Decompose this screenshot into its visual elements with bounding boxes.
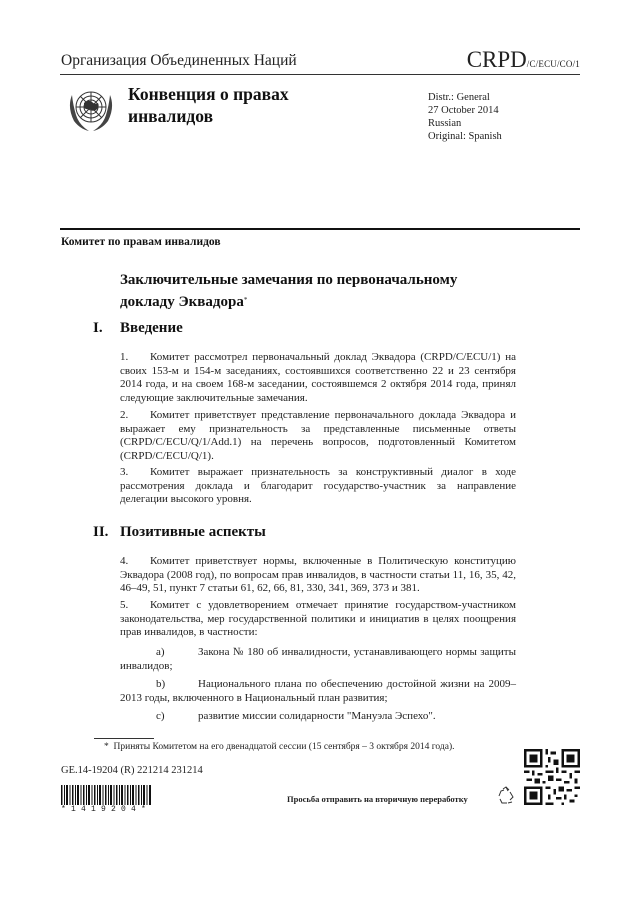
footnote-marker: * <box>104 742 109 752</box>
recycle-icon <box>495 785 517 807</box>
paragraph-text: Комитет с удовлетворением отмечает принятие государством-участником законодательства, мер государственной политики и инициатив в целях поощрения прав инвалидов, в частности: <box>120 599 516 638</box>
barcode-icon <box>61 785 151 805</box>
header-thick-rule <box>60 228 580 230</box>
job-number: GE.14-19204 (R) 221214 231214 <box>61 765 203 776</box>
distr-general: Distr.: General <box>428 92 490 103</box>
paragraph-number: 5. <box>120 599 129 611</box>
subitem-a <box>120 646 516 673</box>
section-number: I. <box>93 320 103 336</box>
subitem-text: Закона № 180 об инвалидности, устанавливающего нормы защиты инвалидов; <box>120 646 516 672</box>
section-heading-positive-aspects <box>93 524 266 541</box>
section-title: Введение <box>120 320 183 336</box>
body-title-line1: Конвенция о правах <box>128 84 289 104</box>
subitem-text: развитие миссии солидарности "Мануэла Эспехо". <box>198 710 436 722</box>
qr-code-icon <box>524 749 580 805</box>
footnote-separator <box>94 738 154 739</box>
distr-date: 27 October 2014 <box>428 105 499 116</box>
document-title <box>120 270 520 312</box>
document-title-line2: докладу Эквадора <box>120 294 244 310</box>
paragraph-5 <box>120 599 516 640</box>
distr-original: Original: Spanish <box>428 131 502 142</box>
paragraph-text: Комитет рассмотрел первоначальный доклад Эквадора (CRPD/C/ECU/1) на своих 153-м и 154-м заседаниях, состоявшихся соответственно 22 и 23 сентября 2014 года, и на своем 168-м заседании, состоявшемся 2 октября 2014 года, принял следующие заключительные замечания. <box>120 351 516 404</box>
paragraph-2 <box>120 409 516 463</box>
subitem-label: b) <box>156 678 166 690</box>
barcode-number: *1419204* <box>61 805 152 814</box>
subitem-label: a) <box>156 646 165 658</box>
paragraph-number: 1. <box>120 351 129 363</box>
body-title <box>128 83 289 127</box>
paragraph-text: Комитет приветствует представление первоначального доклада Эквадора и выражает ему признательность за представленные письменные ответы (CRPD/C/ECU/Q/1/Add.1) на перечень вопросов, подготовленный Комитетом (CRPD/C/ECU/Q/1). <box>120 409 516 462</box>
subitem-c <box>120 710 516 724</box>
committee-name: Комитет по правам инвалидов <box>61 236 221 248</box>
title-footnote-marker[interactable]: * <box>243 296 248 304</box>
recycle-notice: Просьба отправить на вторичную переработку <box>287 794 468 804</box>
paragraph-number: 3. <box>120 466 129 478</box>
un-emblem-icon <box>64 81 118 135</box>
section-number: II. <box>93 524 109 540</box>
paragraph-3 <box>120 466 516 507</box>
paragraph-number: 2. <box>120 409 129 421</box>
organization-name: Организация Объединенных Наций <box>61 52 297 69</box>
paragraph-4 <box>120 555 516 596</box>
footnote-text: Приняты Комитетом на его двенадцатой сессии (15 сентября – 3 октября 2014 года). <box>113 742 455 752</box>
document-title-line1: Заключительные замечания по первоначальному <box>120 272 458 288</box>
paragraph-number: 4. <box>120 555 129 567</box>
section-title: Позитивные аспекты <box>120 524 266 540</box>
symbol-suffix: /C/ECU/CO/1 <box>526 59 580 69</box>
distribution-block <box>428 91 502 143</box>
document-symbol <box>467 47 580 73</box>
paragraph-1 <box>120 351 516 405</box>
paragraph-text: Комитет выражает признательность за конструктивный диалог в ходе рассмотрения доклада и благодарит государство-участник за направление делегации высокого уровня. <box>120 466 516 505</box>
subitem-label: c) <box>156 710 165 722</box>
section-heading-introduction <box>93 320 183 337</box>
subitem-text: Национального плана по обеспечению достойной жизни на 2009–2013 годы, включенного в Национальный план развития; <box>120 678 516 704</box>
symbol-main: CRPD <box>466 47 527 72</box>
subitem-b <box>120 678 516 705</box>
distr-language: Russian <box>428 118 462 129</box>
header-rule <box>60 74 580 75</box>
body-title-line2: инвалидов <box>128 106 214 126</box>
footnote <box>104 742 455 752</box>
paragraph-text: Комитет приветствует нормы, включенные в Политическую конституцию Эквадора (2008 год), по вопросам прав инвалидов, в частности статьи 11, 16, 35, 42, 46–49, 51, пункт 7 статьи 61, 62, 66, 81, 330, 341, 369, 373 и 381. <box>120 555 516 594</box>
